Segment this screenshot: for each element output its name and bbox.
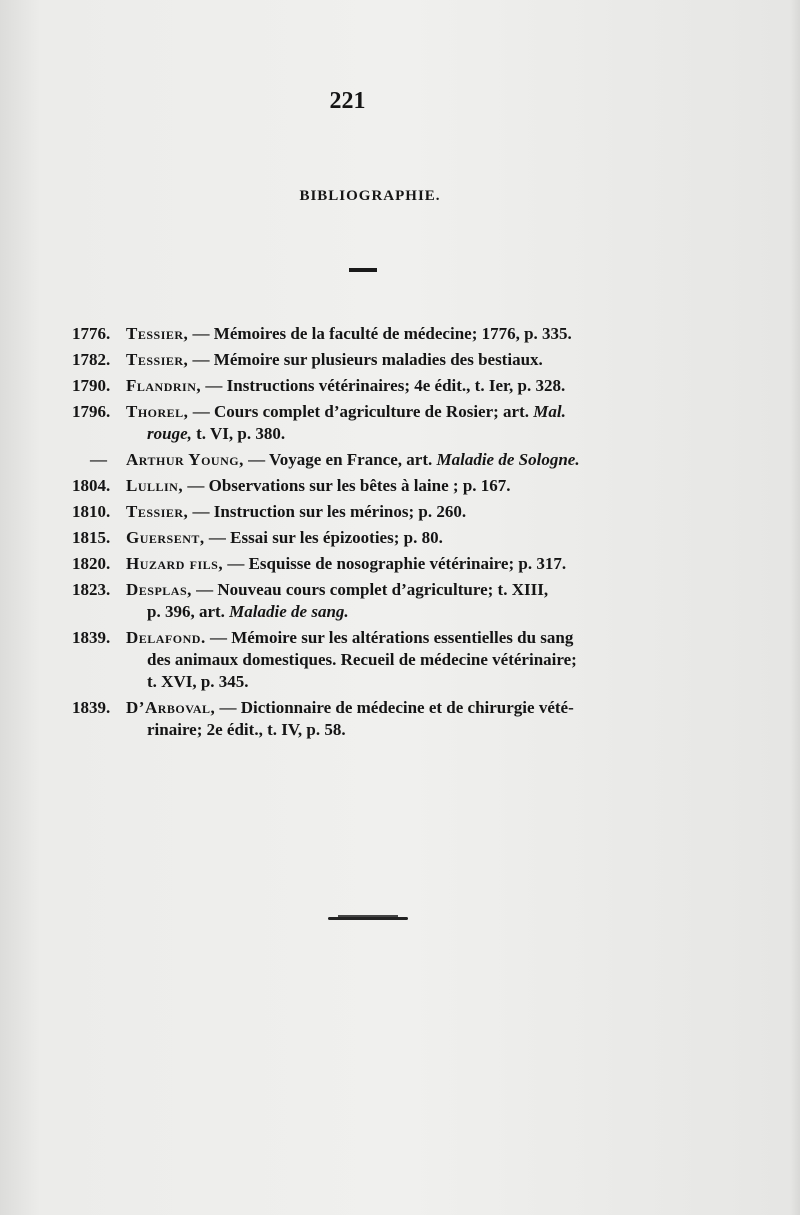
bibliography-entry [72, 553, 668, 575]
entry-text: — Mémoires de la faculté de médecine; 1776, p. 335. [192, 324, 572, 343]
entry-author: Flandrin, [126, 376, 202, 395]
bibliography-entry [72, 401, 668, 445]
entry-text: — Observations sur les bêtes à laine ; p. 167. [187, 476, 511, 495]
bibliography-entry [72, 375, 668, 397]
entry-year: 1796. [72, 402, 111, 421]
entry-author: Delafond. [126, 628, 206, 647]
entry-text: — Dictionnaire de médecine et de chirurgie vété- [219, 698, 574, 717]
section-divider [349, 268, 377, 272]
entry-text: — Mémoire sur plusieurs maladies des bestiaux. [192, 350, 543, 369]
entry-text: — Instructions vétérinaires; 4e édit., t. Ier, p. 328. [205, 376, 566, 395]
entry-text-continued: des animaux domestiques. Recueil de médecine vétérinaire; [147, 650, 577, 669]
entry-author: Tessier, [126, 502, 189, 521]
entry-text-continued: p. 396, art. [147, 602, 225, 621]
entry-italic: Mal. [533, 402, 566, 421]
entry-author: Arthur Young, [126, 450, 244, 469]
entry-author: Desplas, [126, 580, 192, 599]
entry-year: 1820. [72, 554, 111, 573]
entry-year: 1776. [72, 324, 111, 343]
bibliography-entry [72, 349, 668, 371]
bibliography-entry [72, 579, 668, 623]
entry-year: 1823. [72, 580, 111, 599]
entry-year: 1815. [72, 528, 111, 547]
entry-year: — [90, 450, 107, 469]
entry-italic-continued: Maladie de sang. [229, 602, 349, 621]
bibliography-entry [72, 501, 668, 523]
bibliography-entry [72, 475, 668, 497]
bibliography-entry [72, 697, 668, 741]
entry-year: 1810. [72, 502, 111, 521]
entry-text: — Cours complet d’agriculture de Rosier; art. [192, 402, 530, 421]
entry-author: D’Arboval, [126, 698, 216, 717]
bibliography-list [72, 323, 668, 745]
closing-ornament-rule [328, 917, 408, 920]
bibliography-entry [72, 627, 668, 693]
entry-italic-continued: rouge, [147, 424, 192, 443]
entry-text: — Mémoire sur les altérations essentielles du sang [209, 628, 574, 647]
bibliography-entry [72, 449, 668, 471]
entry-text: — Essai sur les épizooties; p. 80. [208, 528, 443, 547]
entry-text: — Voyage en France, art. [248, 450, 433, 469]
entry-year: 1839. [72, 628, 111, 647]
entry-year: 1782. [72, 350, 111, 369]
entry-italic: Maladie de Sologne. [436, 450, 580, 469]
entry-author: Lullin, [126, 476, 184, 495]
entry-author: Thorel, [126, 402, 189, 421]
entry-text-continued: t. VI, p. 380. [196, 424, 286, 443]
entry-year: 1804. [72, 476, 111, 495]
bibliography-entry [72, 323, 668, 345]
entry-text: — Instruction sur les mérinos; p. 260. [192, 502, 467, 521]
bibliography-entry [72, 527, 668, 549]
entry-author: Huzard fils, [126, 554, 224, 573]
entry-text-continued: rinaire; 2e édit., t. IV, p. 58. [147, 720, 346, 739]
entry-author: Tessier, [126, 350, 189, 369]
entry-text: — Nouveau cours complet d’agriculture; t. XIII, [196, 580, 549, 599]
page-number: 221 [329, 88, 366, 114]
entry-text-continued: t. XVI, p. 345. [147, 672, 249, 691]
entry-text: — Esquisse de nosographie vétérinaire; p. 317. [227, 554, 567, 573]
entry-year: 1839. [72, 698, 111, 717]
page-title: BIBLIOGRAPHIE. [299, 188, 441, 204]
entry-author: Tessier, [126, 324, 189, 343]
entry-author: Guersent, [126, 528, 205, 547]
entry-year: 1790. [72, 376, 111, 395]
